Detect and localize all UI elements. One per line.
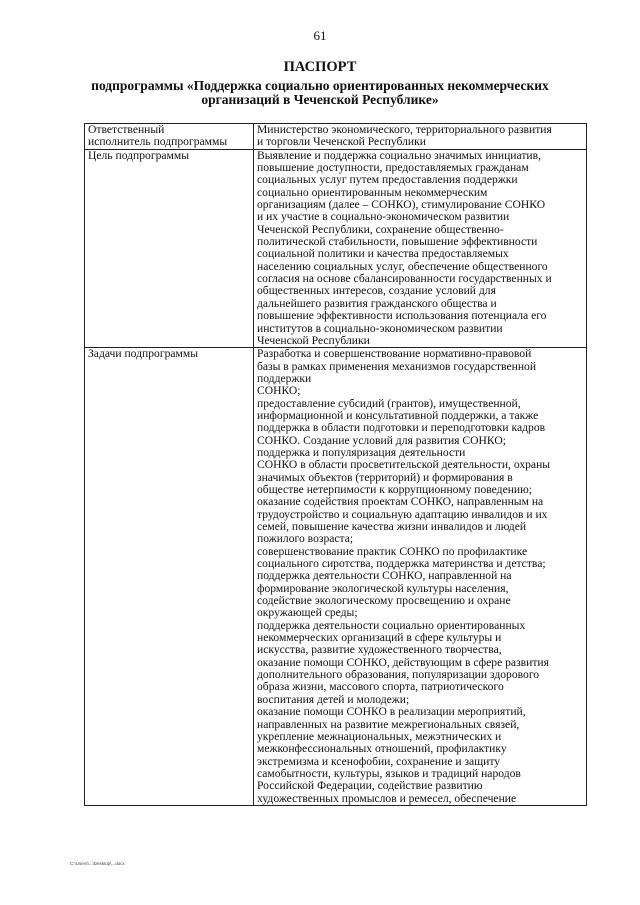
row-value-line: информационной и консультативной поддержки, а также: [257, 408, 539, 422]
row-label-cell: [85, 149, 254, 348]
table-row: [85, 149, 587, 348]
row-value-line: предоставление субсидий (грантов), имущественной,: [257, 396, 521, 410]
row-value-line: образа жизни, массового спорта, патриотического: [257, 680, 504, 694]
row-value-line: художественных промыслов и ремесел, обеспечение: [257, 791, 517, 805]
row-value-line: оказание помощи СОНКО в реализации мероприятий,: [257, 705, 526, 719]
row-value-line: дальнейшего развития гражданского общества и: [257, 296, 497, 310]
row-value-line: обществе нетерпимости к коррупционному поведению;: [257, 482, 533, 496]
row-value-line: дополнительного образования, популяризации здорового: [257, 668, 540, 682]
subtitle-line: организаций в Чеченской Республике»: [201, 92, 439, 107]
row-value-line: повышение доступности, предоставляемых гражданам: [257, 161, 529, 175]
row-value-line: общественных интересов, создание условий для: [257, 284, 496, 298]
row-value-line: и торговли Чеченской Республики: [257, 135, 426, 149]
row-value-line: социальной политики и качества предоставляемых: [257, 247, 509, 261]
row-value-line: поддержка деятельности социально ориентированных: [257, 618, 526, 632]
row-value-line: институтов в социально-экономическом развитии: [257, 321, 503, 335]
row-label-line: Задачи подпрограммы: [88, 347, 198, 361]
row-value-line: самобытности, культуры, языков и традиций народов: [257, 766, 521, 780]
row-value-line: Министерство экономического, территориального развития: [257, 123, 552, 136]
row-value-line: социальных услуг путем предоставления поддержки: [257, 173, 518, 187]
row-value-line: социально ориентированным некоммерческим: [257, 185, 488, 199]
row-value-line: экстремизма и ксенофобии, сохранение и защиту: [257, 754, 501, 768]
row-label-line: Ответственный: [88, 123, 165, 136]
row-value-line: совершенствование практик СОНКО по профилактике: [257, 544, 528, 558]
document-title: ПАСПОРТ: [283, 59, 357, 75]
row-value-line: оказание помощи СОНКО, действующим в сфере развития: [257, 655, 549, 669]
row-value-line: поддержка в области подготовки и переподготовки кадров: [257, 421, 546, 435]
page-number: 61: [313, 28, 327, 43]
row-value-line: воспитания детей и молодежи;: [257, 692, 410, 706]
row-value-line: поддержки: [257, 371, 312, 385]
row-value-line: укрепление межнациональных, межэтнических и: [257, 729, 502, 743]
footer-file-path: C:\Users\...\Desktop\...docx: [70, 861, 125, 866]
document-subtitle: [80, 79, 560, 107]
row-value-line: и их участие в социально-экономическом развитии: [257, 210, 510, 224]
row-value-line: Чеченской Республики: [257, 333, 370, 347]
row-value-line: некоммерческих организаций в сфере культуры и: [257, 631, 502, 645]
row-value-line: согласия на основе сбалансированности государственных и: [257, 272, 552, 286]
row-label-cell: [85, 124, 254, 150]
row-value-line: семей, повышение качества жизни инвалидов и людей: [257, 520, 527, 533]
row-value-line: СОНКО в области просветительской деятельности, охраны: [257, 458, 551, 472]
row-value-cell: [254, 149, 587, 348]
row-value-line: поддержка деятельности СОНКО, направленной на: [257, 569, 512, 583]
row-value-line: межконфессиональных отношений, профилактику: [257, 742, 507, 756]
row-value-line: Чеченской Республики, сохранение общественно-: [257, 222, 504, 236]
passport-table: [84, 123, 587, 806]
row-value-line: СОНКО. Создание условий для развития СОНКО;: [257, 433, 506, 447]
row-value-line: поддержка и популяризация деятельности: [257, 445, 466, 459]
table-row: [85, 124, 587, 150]
row-value-cell: [254, 124, 587, 150]
row-value-line: трудоустройство и социальную адаптацию инвалидов и их: [257, 507, 548, 521]
row-value-line: СОНКО;: [257, 384, 301, 398]
row-value-line: формирование экологической культуры населения,: [257, 581, 509, 595]
row-label-line: Цель подпрограммы: [88, 148, 190, 162]
row-value-line: Разработка и совершенствование нормативно-правовой: [257, 347, 532, 361]
table-row: [85, 348, 587, 806]
row-label-line: исполнитель подпрограммы: [88, 135, 228, 149]
row-value-line: значимых объектов (территорий) и формирования в: [257, 470, 513, 484]
row-value-line: оказание содействия проектам СОНКО, направленным на: [257, 495, 544, 509]
row-value-line: социального сиротства, поддержка материнства и детства;: [257, 557, 546, 571]
row-value-line: базы в рамках применения механизмов государственной: [257, 359, 537, 373]
row-value-line: повышение эффективности использования потенциала его: [257, 309, 547, 323]
row-value-cell: [254, 348, 587, 806]
row-label-cell: [85, 348, 254, 806]
row-value-line: организациям (далее – СОНКО), стимулирование СОНКО: [257, 198, 546, 212]
subtitle-line: подпрограммы «Поддержка социально ориентированных некоммерческих: [91, 78, 549, 93]
row-value-line: окружающей среды;: [257, 606, 358, 620]
row-value-line: искусства, развитие художественного творчества,: [257, 643, 502, 657]
row-value-line: направленных на развитие межрегиональных связей,: [257, 717, 520, 731]
row-value-line: Российской Федерации, содействие развитию: [257, 779, 483, 793]
row-value-line: пожилого возраста;: [257, 532, 354, 546]
row-value-line: Выявление и поддержка социально значимых инициатив,: [257, 148, 541, 162]
row-value-line: содействие экологическому просвещению и охране: [257, 594, 511, 608]
row-value-line: населению социальных услуг, обеспечение общественного: [257, 259, 548, 273]
row-value-line: политической стабильности, повышение эффективности: [257, 235, 538, 249]
